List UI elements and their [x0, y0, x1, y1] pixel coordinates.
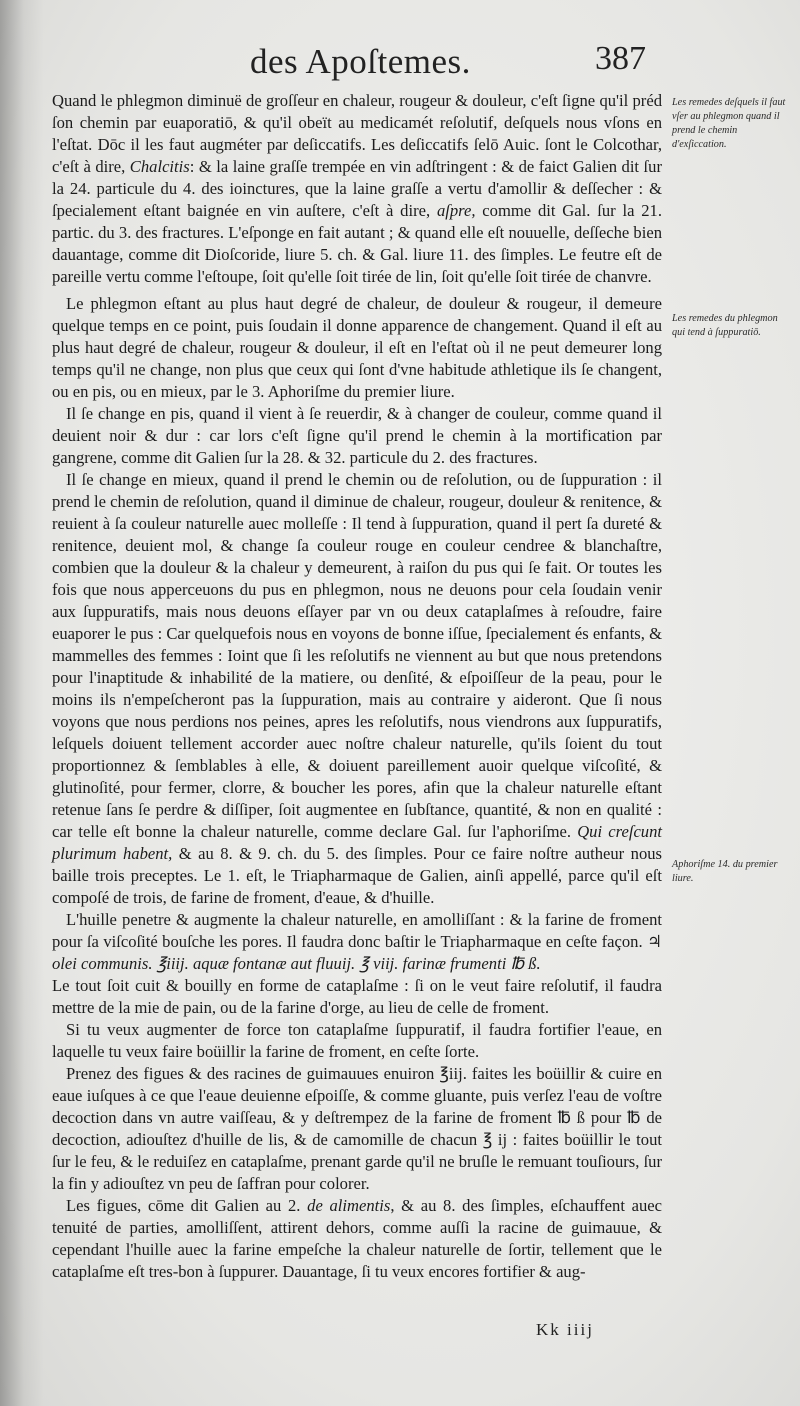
paragraph-text: comme dit Gal. ſur la 21. partic. du 3. des fractures. L'eſponge en fait autant ; & quand elle eſt nouuelle, deſſeche bien dauantage, comme dit Dioſcoride, liure 5. ch. & Gal. liure 11. des ſimples. Le feutre eſt de pareille vertu comme l'eſtoupe, ſoit qu'elle ſoit tirée de lin, ſoit qu'elle ſoit tirée de chanvre.	[52, 201, 662, 286]
paragraph-text: , & au 8. des ſimples, eſchauffent auec tenuité de parties, amolliſſent, attirent dehors, comme auſſi la racine de guimauue, & cependant l'huille auec la farine empeſche la chaleur naturelle de ſortir, tellement que le cataplaſme eſt tres-bon à ſuppurer. Dauantage, ſi tu veux encores fortifier & aug-	[52, 1196, 662, 1281]
paragraph	[52, 1019, 662, 1063]
running-title: des Apoſtemes.	[250, 42, 471, 81]
italic-term: aſpre,	[436, 201, 476, 220]
paragraph	[52, 975, 662, 1019]
paragraph-text: Il ſe change en mieux, quand il prend le chemin ou de reſolution, ou de ſuppuration : il prend le chemin de reſolution, quand il diminue de chaleur, rougeur, douleur & renitence, & reuient à ſa couleur naturelle auec molleſſe : Il tend à ſuppuration, quand il pert ſa dureté & renitence, deuient mol, & change ſa couleur rouge en couleur cendree & blanchaſtre, combien que la douleur & la chaleur y demeurent, à raiſon du pus qui ſe fait. Or toutes les fois que nous apperceuons du pus en phlegmon, nous ne deuons pour cela ſoudain venir aux ſuppuratifs, mais nous deuons eſſayer par vn ou deux cataplaſmes à reſoudre, faire euaporer le pus : Car quelquefois nous en voyons de bonne iſſue, ſpecialement és enfants, & mammelles des femmes : Ioint que ſi les reſolutifs ne viennent au but que nous pretendons pour l'inaptitude & inhabilité de la matiere, ou denſité, & eſpoiſſeur de la peau, pour le moins ils n'empeſcheront pas la ſuppuration, mais au contraire y aideront. Que ſi nous voyons que nous perdions nos peines, apres les reſolutifs, nous viendrons aux ſuppuratifs, leſquels doiuent tellement accorder auec noſtre chaleur naturelle, qu'ils ſoient du tout proportionnez & ſemblables à elle, & doiuent pareillement auoir quelque viſcoſité, & glutinoſité, pour fermer, clorre, & boucher les pores, afin que la chaleur naturelle eſtant retenue ſans ſe perdre & diſſiper, ſoit augmentee en ſubſtance, quantité, & non en qualité : car telle eſt bonne la chaleur naturelle, comme declare Gal. ſur l'aphoriſme.	[52, 470, 662, 841]
paragraph-text: L'huille penetre & augmente la chaleur naturelle, en amolliſſant : & la farine de froment pour ſa viſcoſité bouſche les pores. Il faudra donc baſtir le Triapharmaque en ceſte façon.	[52, 910, 662, 951]
paragraph	[52, 293, 662, 403]
margin-note: Les remedes deſquels il faut vſer au phlegmon quand il prend le chemin d'exſiccation.	[672, 97, 786, 150]
italic-quote: Qui creſcunt plurimum habent,	[52, 822, 663, 863]
recipe-formula: ♃ olei communis. ℥iiij. aquæ fontanæ aut fluuij. ℥ viij. farinæ frumenti ℔ ß.	[52, 932, 662, 973]
signature-mark: Kk iiij	[536, 1320, 594, 1339]
paragraph	[52, 90, 662, 288]
margin-notes	[672, 0, 792, 1406]
paragraph-text: & au 8. & 9. ch. du 5. des ſimples. Pour ce faire noſtre autheur nous baille trois preceptes. Le 1. eſt, le Triapharmaque de Galien, ainſi appellé, parce qu'il eſt compoſé de trois, de farine de froment, d'eaue, & d'huille.	[52, 844, 663, 907]
paragraph-text: Quand le phlegmon diminuë de groſſeur en chaleur, rougeur & douleur, c'eſt ſigne qu'il préd ſon chemin par euaporatiō, & qu'il obeït au medicamét reſolutif, deſquels nous vſons en l'eſtat. Dōc il les faut augméter par deſiccatifs. Les deſiccatifs ſelō Auic. ſont le Colcothar, c'eſt à dire,	[52, 91, 662, 176]
paragraph-text: Si tu veux augmenter de force ton cataplaſme ſuppuratif, il faudra fortifier l'eaue, en laquelle tu veux faire boüillir la farine de froment, en ceſte ſorte.	[52, 1020, 662, 1061]
paragraph-text: Le phlegmon eſtant au plus haut degré de chaleur, de douleur & rougeur, il demeure quelque temps en ce point, puis ſoudain il donne apparence de changement. Quand il eſt au plus haut degré de chaleur, rougeur & douleur, il eſt en l'eſtat où il ne peut demeurer long temps qu'il ne change, non plus que ceux qui ſont d'vne habitude athletique ils ſe changent, ou en pis, ou en mieux, par le 3. Aphoriſme du premier liure.	[52, 294, 662, 401]
italic-term: Chalcitis	[129, 157, 190, 176]
italic-term: de alimentis	[307, 1196, 391, 1215]
paragraph-text: Prenez des figues & des racines de guimauues enuiron ℥iij. faites les boüillir & cuire en eaue iuſques à ce que l'eaue deuienne eſpoiſſe, & comme gluante, puis verſez l'eau de voſtre decoction dans vn autre vaiſſeau, & y deſtrempez de la farine de froment ℔ ß pour ℔ de decoction, adiouſtez d'huille de lis, & de camomille de chacun ℥ ij : faites boüillir le tout ſur le feu, & le reduiſez en cataplaſme, prenant garde qu'il ne bruſle le remuant touſiours, ſur la fin y adiouſtez vn peu de ſaffran pour colorer.	[52, 1064, 662, 1193]
paragraph	[52, 469, 662, 909]
margin-note: Aphoriſme 14. du premier liure.	[672, 859, 778, 884]
paragraph	[52, 1195, 662, 1283]
paragraph-text: Le tout ſoit cuit & bouilly en forme de cataplaſme : ſi on le veut faire reſolutif, il faudra mettre de la mie de pain, ou de la farine d'orge, au lieu de celle de froment.	[52, 976, 662, 1017]
page-number: 387	[595, 40, 646, 77]
paragraph-text: Les figues, cōme dit Galien au 2.	[66, 1196, 308, 1215]
paragraph	[52, 1063, 662, 1195]
paragraph-text: : & la laine graſſe trempée en vin adſtringent : & de faict Galien dit ſur la 24. particule du 4. des ioinctures, que la laine graſſe a vertu d'amollir & deſſecher : & ſpecialement eſtant baignée en vin auſtere, c'eſt à dire,	[52, 157, 662, 220]
paragraph-text: Il ſe change en pis, quand il vient à ſe reuerdir, & à changer de couleur, comme quand il deuient noir & dur : car lors c'eſt ſigne qu'il prend le chemin à la mortification par gangrene, comme dit Galien ſur la 28. & 32. particule du 2. des fractures.	[52, 404, 662, 467]
paragraph	[52, 403, 662, 469]
margin-note: Les remedes du phlegmon qui tend à ſuppuratiō.	[672, 313, 778, 338]
paragraph	[52, 909, 662, 975]
main-text	[52, 90, 662, 1350]
